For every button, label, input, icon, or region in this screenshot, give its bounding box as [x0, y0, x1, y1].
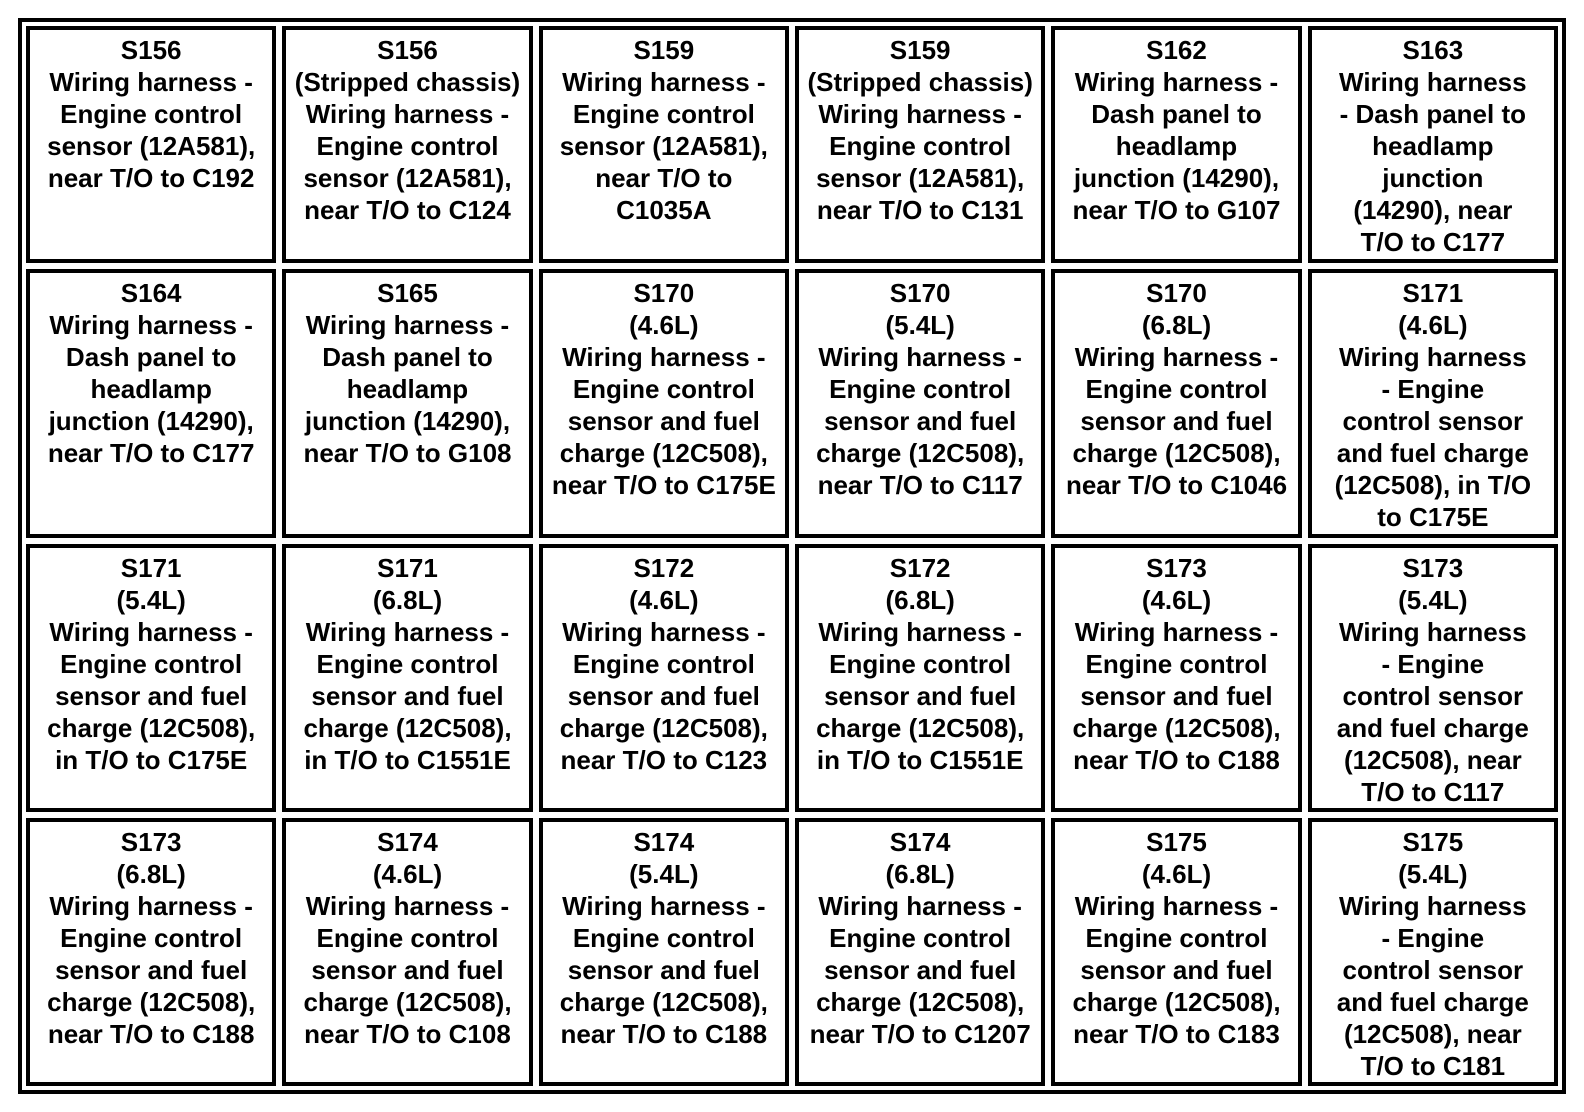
splice-description-line: near T/O to G107 — [1072, 195, 1281, 225]
splice-id: S159 — [633, 35, 695, 65]
splice-description-line: - Dash panel to — [1339, 99, 1526, 129]
splice-description-line: charge (12C508), — [1072, 712, 1281, 743]
splice-description-line: sensor and fuel — [567, 680, 760, 711]
splice-description-line: T/O to C181 — [1360, 1050, 1506, 1081]
splice-description-line: Wiring harness - — [305, 310, 510, 341]
splice-description-line: near T/O to C1207 — [809, 1018, 1031, 1049]
splice-description-line: Wiring harness - — [562, 67, 766, 97]
splice-description-line: sensor (12A581), — [816, 163, 1025, 193]
splice-description-line: (5.4L) — [1398, 858, 1468, 889]
splice-description-line: sensor and fuel — [311, 680, 504, 711]
splice-cell — [26, 26, 276, 263]
splice-description-line: charge (12C508), — [1072, 986, 1281, 1017]
splice-description-line: charge (12C508), — [1072, 438, 1281, 469]
splice-description-line: Wiring harness - — [49, 67, 253, 97]
splice-description-line: Engine control — [572, 922, 755, 953]
splice-id: S171 — [120, 552, 182, 583]
splice-description-line: sensor and fuel — [567, 406, 760, 437]
splice-description-line: in T/O to C175E — [55, 744, 248, 775]
splice-description-line: (4.6L) — [1141, 584, 1212, 615]
splice-description-line: charge (12C508), — [559, 438, 768, 469]
splice-description-line: Engine control — [572, 99, 755, 129]
splice-description-line: - Engine — [1381, 922, 1485, 953]
splice-id: S175 — [1402, 826, 1464, 857]
splice-cell — [539, 544, 789, 812]
splice-description-line: near T/O to C188 — [1073, 744, 1280, 775]
splice-id: S171 — [377, 552, 438, 583]
splice-id: S174 — [633, 826, 695, 857]
splice-description-line: Wiring harness - — [305, 890, 510, 921]
splice-cell — [1051, 269, 1301, 537]
splice-description-line: T/O to C177 — [1360, 227, 1506, 257]
splice-id: S156 — [120, 35, 182, 65]
splice-description-line: near T/O to C124 — [304, 195, 511, 225]
splice-description-line: and fuel charge — [1336, 986, 1529, 1017]
splice-description-line: C1035A — [616, 195, 712, 225]
splice-description-line: (5.4L) — [629, 858, 699, 889]
splice-cell — [282, 26, 532, 263]
splice-description-line: Engine control — [60, 922, 243, 953]
splice-description-line: near T/O to C188 — [560, 1018, 768, 1049]
splice-description-line: Engine control — [829, 648, 1012, 679]
splice-description-line: sensor and fuel — [824, 954, 1017, 985]
splice-id: S163 — [1402, 35, 1464, 65]
splice-description-line: Engine control — [316, 648, 499, 679]
splice-description-line: headlamp — [346, 374, 469, 405]
splice-cell — [795, 269, 1045, 537]
splice-description-line: near T/O to — [595, 163, 733, 193]
splice-description-line: Engine control — [572, 648, 755, 679]
splice-description-line: near T/O to C183 — [1073, 1018, 1280, 1049]
splice-description-line: to C175E — [1377, 502, 1489, 533]
splice-description-line: Wiring harness - — [305, 99, 510, 129]
splice-cell — [795, 818, 1045, 1086]
splice-description-line: sensor and fuel — [1080, 680, 1273, 711]
splice-description-line: Engine control — [1085, 648, 1268, 679]
splice-description-line: (5.4L) — [116, 584, 186, 615]
splice-description-line: (4.6L) — [629, 310, 699, 341]
splice-id: S172 — [889, 552, 951, 583]
splice-description-line: junction (14290), — [304, 406, 511, 437]
splice-description-line: Wiring harness - — [49, 616, 253, 647]
splice-description-line: Wiring harness - — [1074, 342, 1279, 373]
splice-description-line: Wiring harness - — [818, 890, 1022, 921]
splice-id: S165 — [377, 278, 438, 309]
splice-cell — [282, 544, 532, 812]
splice-cell — [1051, 544, 1301, 812]
splice-description-line: (4.6L) — [372, 858, 443, 889]
splice-description-line: Engine control — [1085, 922, 1268, 953]
splice-description-line: sensor (12A581), — [47, 131, 256, 161]
splice-description-line: Wiring harness - — [1074, 890, 1279, 921]
splice-description-line: (12C508), near — [1343, 744, 1522, 775]
splice-cell — [1051, 818, 1301, 1086]
splice-cell — [1308, 818, 1558, 1086]
splice-description-line: - Engine — [1381, 648, 1485, 679]
splice-description-line: charge (12C508), — [816, 986, 1025, 1017]
splice-description-line: charge (12C508), — [559, 712, 768, 743]
splice-id: S159 — [889, 35, 951, 65]
splice-cell — [539, 269, 789, 537]
splice-id: S171 — [1402, 278, 1464, 309]
splice-description-line: Wiring harness - — [562, 616, 766, 647]
splice-description-line: near T/O to G108 — [303, 438, 512, 469]
splice-table — [26, 26, 1558, 1086]
splice-description-line: junction — [1382, 163, 1484, 193]
splice-description-line: charge (12C508), — [559, 986, 768, 1017]
splice-description-line: (6.8L) — [885, 858, 955, 889]
splice-description-line: (14290), near — [1353, 195, 1513, 225]
splice-description-line: Dash panel to — [65, 342, 237, 373]
splice-cell — [795, 26, 1045, 263]
splice-cell — [1308, 544, 1558, 812]
splice-description-line: headlamp — [1372, 131, 1494, 161]
splice-id: S162 — [1146, 35, 1207, 65]
splice-description-line: charge (12C508), — [303, 712, 512, 743]
splice-description-line: and fuel charge — [1336, 712, 1529, 743]
splice-description-line: (5.4L) — [885, 310, 955, 341]
splice-description-line: near T/O to C117 — [817, 470, 1023, 501]
splice-description-line: near T/O to C108 — [304, 1018, 511, 1049]
splice-description-line: sensor and fuel — [55, 954, 248, 985]
splice-description-line: near T/O to C188 — [47, 1018, 255, 1049]
splice-cell — [1308, 269, 1558, 537]
splice-description-line: (12C508), near — [1343, 1018, 1522, 1049]
splice-description-line: charge (12C508), — [303, 986, 512, 1017]
splice-id: S174 — [889, 826, 951, 857]
splice-description-line: control sensor — [1342, 680, 1524, 711]
splice-description-line: sensor and fuel — [824, 680, 1017, 711]
splice-description-line: Wiring harness — [1339, 616, 1527, 647]
splice-cell — [1308, 26, 1558, 263]
splice-id: S156 — [377, 35, 438, 65]
splice-description-line: junction (14290), — [48, 406, 254, 437]
splice-description-line: T/O to C117 — [1361, 776, 1505, 807]
splice-description-line: headlamp — [90, 374, 212, 405]
splice-table-frame — [18, 18, 1566, 1094]
splice-description-line: charge (12C508), — [816, 438, 1025, 469]
splice-description-line: near T/O to C131 — [816, 195, 1024, 225]
splice-id: S170 — [1146, 278, 1207, 309]
splice-description-line: Dash panel to — [1091, 99, 1262, 129]
splice-cell — [539, 26, 789, 263]
splice-description-line: Wiring harness - — [562, 890, 766, 921]
splice-description-line: charge (12C508), — [47, 712, 256, 743]
splice-description-line: Wiring harness - — [305, 616, 510, 647]
splice-description-line: Wiring harness - — [818, 616, 1022, 647]
splice-description-line: in T/O to C1551E — [816, 744, 1024, 775]
splice-cell — [795, 544, 1045, 812]
splice-description-line: Wiring harness - — [818, 99, 1022, 129]
splice-description-line: (12C508), in T/O — [1334, 470, 1532, 501]
splice-description-line: sensor and fuel — [1080, 954, 1273, 985]
splice-cell — [26, 544, 276, 812]
splice-description-line: Engine control — [572, 374, 755, 405]
splice-description-line: - Engine — [1381, 374, 1485, 405]
splice-description-line: (Stripped chassis) — [294, 67, 521, 97]
splice-description-line: Engine control — [316, 922, 499, 953]
splice-description-line: (6.8L) — [1141, 310, 1212, 341]
splice-description-line: (Stripped chassis) — [807, 67, 1033, 97]
splice-description-line: near T/O to C123 — [560, 744, 768, 775]
splice-description-line: Wiring harness - — [49, 310, 253, 341]
splice-description-line: Engine control — [829, 922, 1012, 953]
splice-description-line: sensor and fuel — [311, 954, 504, 985]
splice-description-line: Wiring harness - — [562, 342, 766, 373]
splice-description-line: control sensor — [1342, 406, 1524, 437]
splice-description-line: sensor (12A581), — [303, 163, 512, 193]
splice-id: S173 — [1402, 552, 1464, 583]
splice-cell — [282, 818, 532, 1086]
splice-description-line: charge (12C508), — [816, 712, 1025, 743]
splice-description-line: Wiring harness — [1339, 890, 1527, 921]
splice-id: S170 — [633, 278, 695, 309]
splice-description-line: charge (12C508), — [47, 986, 256, 1017]
splice-description-line: (5.4L) — [1398, 584, 1468, 615]
splice-description-line: Engine control — [316, 131, 499, 161]
splice-description-line: Engine control — [1085, 374, 1268, 405]
splice-description-line: (4.6L) — [1141, 858, 1212, 889]
splice-description-line: Wiring harness — [1339, 342, 1527, 373]
splice-id: S175 — [1146, 826, 1207, 857]
splice-cell — [1051, 26, 1301, 263]
splice-cell — [539, 818, 789, 1086]
splice-id: S172 — [633, 552, 695, 583]
splice-description-line: junction (14290), — [1073, 163, 1280, 193]
splice-description-line: sensor and fuel — [824, 406, 1017, 437]
splice-description-line: Wiring harness - — [1074, 67, 1279, 97]
splice-description-line: sensor and fuel — [1080, 406, 1273, 437]
splice-description-line: Wiring harness - — [1074, 616, 1279, 647]
splice-id: S174 — [377, 826, 438, 857]
splice-description-line: near T/O to C192 — [47, 163, 255, 193]
splice-description-line: (4.6L) — [629, 584, 699, 615]
splice-cell — [26, 818, 276, 1086]
splice-description-line: near T/O to C177 — [47, 438, 255, 469]
splice-id: S173 — [120, 826, 182, 857]
splice-description-line: Wiring harness - — [49, 890, 253, 921]
splice-id: S170 — [889, 278, 951, 309]
splice-description-line: Engine control — [829, 374, 1012, 405]
splice-cell — [26, 269, 276, 537]
splice-description-line: near T/O to C175E — [551, 470, 776, 501]
splice-description-line: near T/O to C1046 — [1065, 470, 1288, 501]
splice-description-line: (6.8L) — [372, 584, 443, 615]
splice-description-line: Engine control — [60, 99, 243, 129]
splice-description-line: headlamp — [1115, 131, 1238, 161]
splice-id: S164 — [120, 278, 182, 309]
splice-cell — [282, 269, 532, 537]
splice-description-line: Engine control — [60, 648, 243, 679]
splice-description-line: Engine control — [829, 131, 1012, 161]
splice-description-line: sensor (12A581), — [559, 131, 768, 161]
splice-description-line: Wiring harness — [1339, 67, 1527, 97]
splice-id: S173 — [1146, 552, 1207, 583]
splice-description-line: Dash panel to — [322, 342, 493, 373]
splice-description-line: control sensor — [1342, 954, 1524, 985]
splice-description-line: (4.6L) — [1398, 310, 1468, 341]
splice-description-line: (6.8L) — [116, 858, 186, 889]
splice-description-line: sensor and fuel — [567, 954, 760, 985]
splice-description-line: in T/O to C1551E — [304, 744, 511, 775]
splice-description-line: and fuel charge — [1336, 438, 1529, 469]
splice-description-line: (6.8L) — [885, 584, 955, 615]
splice-description-line: sensor and fuel — [55, 680, 248, 711]
splice-description-line: Wiring harness - — [818, 342, 1022, 373]
